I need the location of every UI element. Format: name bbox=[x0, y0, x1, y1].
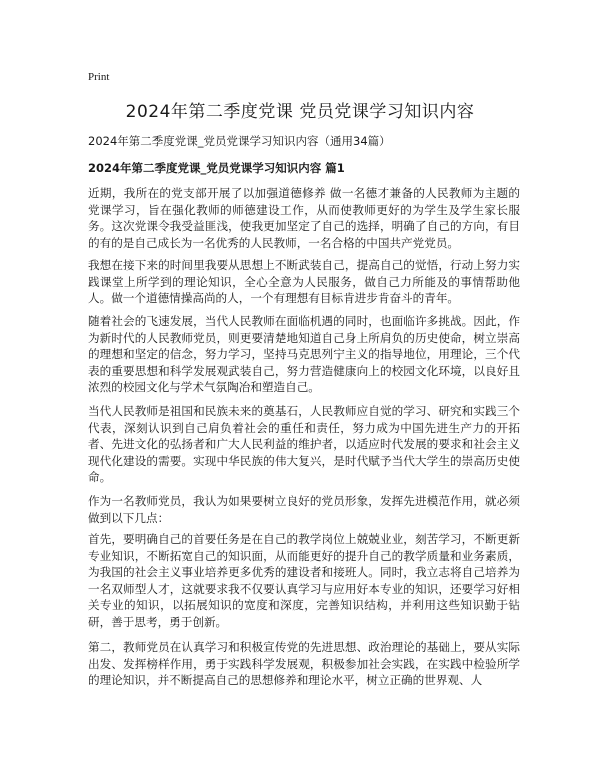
paragraph-3: 随着社会的飞速发展，当代人民教师在面临机遇的同时，也面临许多挑战。因此，作为新时代的人民教师党员，则更要清楚地知道自己身上所肩负的历史使命，树立崇高的理想和坚定的信念，努力学习，坚持马克思列宁主义的指导地位，用理论，三个代表的重要思想和科学发展观武装自己，努力营造健康向上的校园文化环境，以良好且浓烈的校园文化与学术气氛陶冶和塑造自己。 bbox=[88, 314, 520, 395]
document-subtitle: 2024年第二季度党课_党员党课学习知识内容（通用34篇） bbox=[88, 134, 391, 148]
paragraph-6: 首先，要明确自己的首要任务是在自己的教学岗位上兢兢业业，刻苦学习，不断更新专业知识，不断拓宽自己的知识面，从而能更好的提升自己的教学质量和业务素质，为我国的社会主义事业培养更多优秀的建设者和接班人。同时，我立志将自己培养为一名双师型人才，这就要求我不仅要认真学习与应用好本专业的知识，还要学习好相关专业的知识，以拓展知识的宽度和深度，完善知识结构，并利用这些知识勤于钻研，善于思考，勇于创新。 bbox=[88, 532, 520, 629]
section-heading: 2024年第二季度党课_党员党课学习知识内容 篇1 bbox=[88, 161, 345, 175]
print-link[interactable]: Print bbox=[88, 71, 110, 83]
page-title: 2024年第二季度党课 党员党课学习知识内容 bbox=[125, 102, 475, 122]
paragraph-4: 当代人民教师是祖国和民族未来的奠基石，人民教师应自觉的学习、研究和实践三个代表，深刻认识到自己肩负着社会的重任和责任，努力成为中国先进生产力的开拓者、先进文化的弘扬者和广大人民利益的维护者，以适应时代发展的要求和社会主义现代化建设的需要。实现中华民族的伟大复兴，是时代赋予当代大学生的崇高历史使命。 bbox=[88, 404, 520, 485]
paragraph-2: 我想在接下来的时间里我要从思想上不断武装自己，提高自己的觉悟，行动上努力实践课堂上所学到的理论知识，全心全意为人民服务，做自己力所能及的事情帮助他人。做一个道德情操高尚的人，一个有理想有目标肯进步肯奋斗的青年。 bbox=[88, 258, 520, 306]
paragraph-5: 作为一名教师党员，我认为如果要树立良好的党员形象，发挥先进模范作用，就必须做到以下几点： bbox=[88, 494, 520, 525]
paragraph-1: 近期，我所在的党支部开展了以加强道德修养 做一名德才兼备的人民教师为主题的党课学习，旨在强化教师的师德建设工作，从而使教师更好的为学生及学生家长服务。这次党课令我受益匪浅，使我更加坚定了自己的选择，明确了自己的方向，有目的有的是自己成长为一名优秀的人民教师，一名合格的中国共产党党员。 bbox=[88, 186, 520, 250]
paragraph-7: 第二，教师党员在认真学习和积极宣传党的先进思想、政治理论的基础上，要从实际出发、发挥榜样作用，勇于实践科学发展观，积极参加社会实践，在实践中检验所学的理论知识，并不断提高自己的思想修养和理论水平，树立正确的世界观、人 bbox=[88, 640, 520, 688]
